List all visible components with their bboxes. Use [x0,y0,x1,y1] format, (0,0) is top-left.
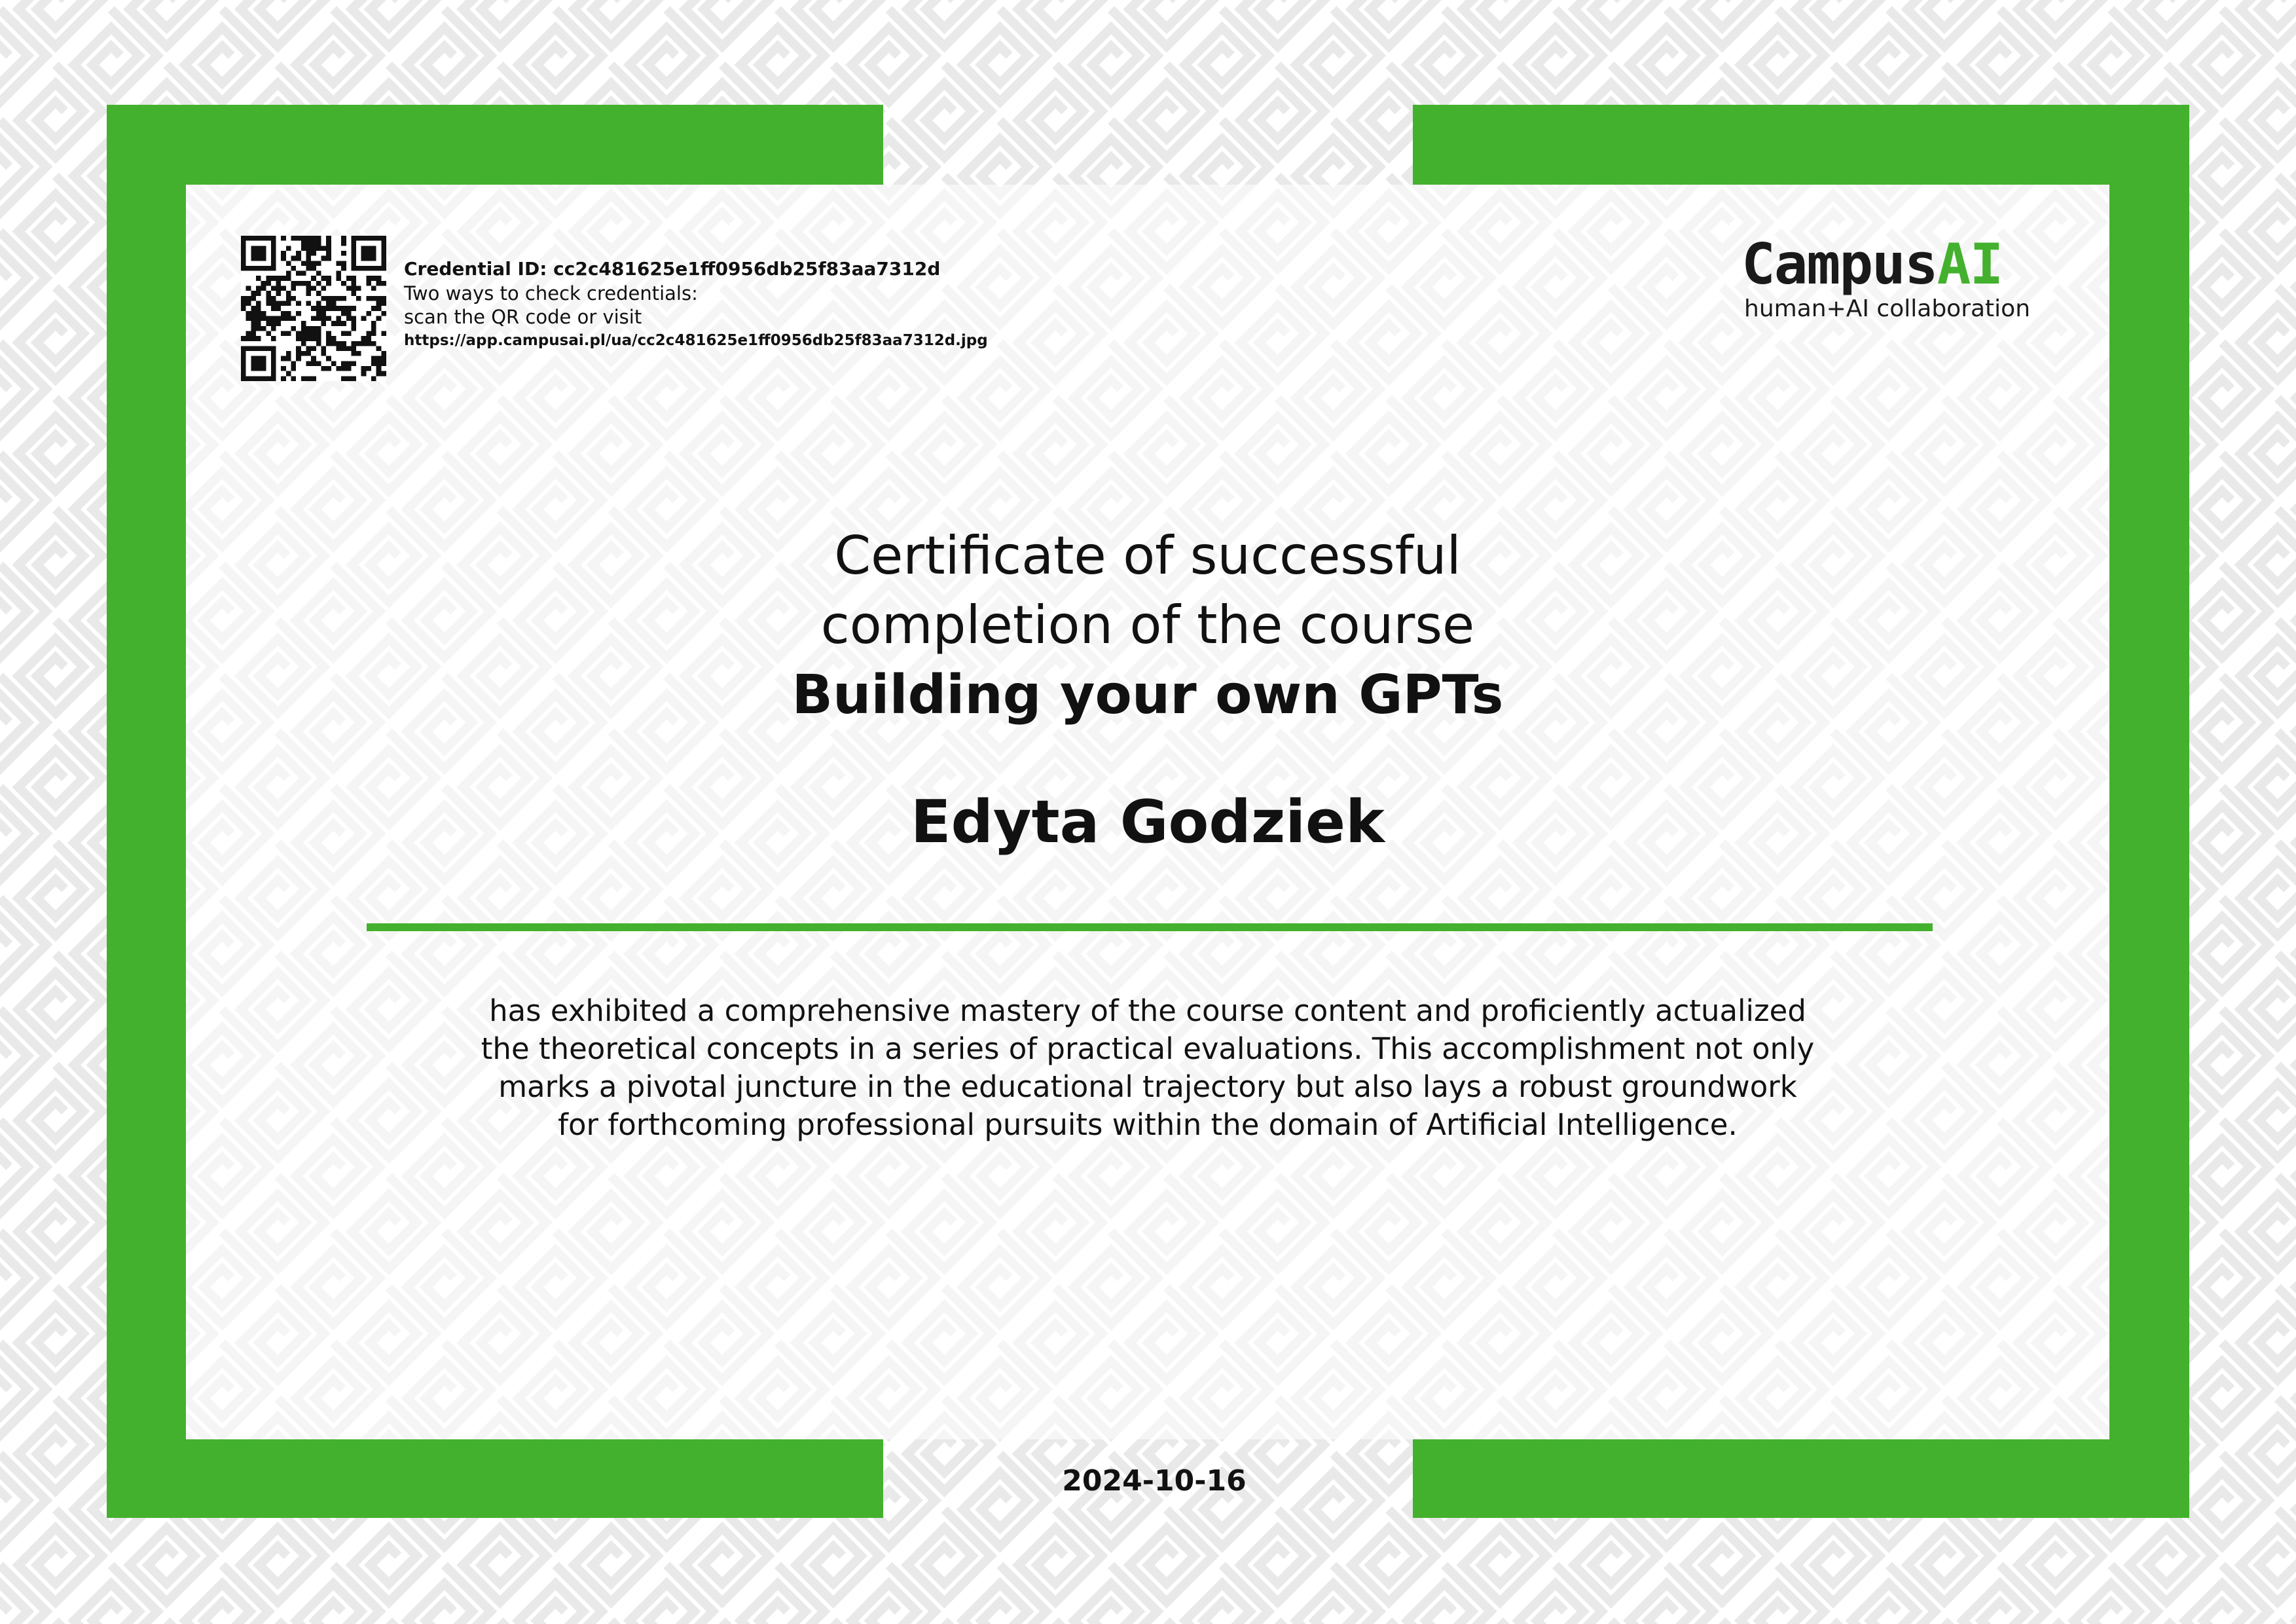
logo-word-ai: AI [1937,232,2003,297]
logo-wordmark [1741,234,2056,295]
recipient-name: Edyta Godziek [911,788,1385,857]
title-line-1: Certificate of successful [834,525,1461,586]
description-line: has exhibited a comprehensive mastery of the course content and proficiently actualized [489,993,1806,1028]
logo-tagline: human+AI collaboration [1744,295,2031,322]
frame-bottom-right [1413,1439,2189,1518]
frame-top-right [1413,105,2189,185]
description-line: for forthcoming professional pursuits within the domain of Artificial Intelligence. [558,1107,1738,1142]
divider-line [367,923,1933,931]
credential-url-link[interactable]: https://app.campusai.pl/ua/cc2c481625e1ff0956db25f83aa7312d.jpg [404,332,988,349]
frame-bottom-left [107,1439,883,1518]
credential-check-text-2: scan the QR code or visit [404,306,642,328]
frame-top-left [107,105,883,185]
credential-info [404,257,1059,352]
description-line: the theoretical concepts in a series of practical evaluations. This accomplishment not only [481,1031,1815,1066]
certificate-title [186,521,2109,731]
course-name: Building your own GPTs [792,664,1504,726]
credential-check-text-1: Two ways to check credentials: [404,282,698,304]
title-line-2: completion of the course [820,595,1475,655]
campusai-logo [1741,234,2056,323]
qr-code-icon [241,236,386,381]
certificate-description [186,992,2109,1144]
frame-left [107,105,186,1518]
description-line: marks a pivotal juncture in the educational trajectory but also lays a robust groundwork [498,1069,1797,1104]
issue-date: 2024-10-16 [1062,1464,1247,1498]
frame-right [2109,105,2189,1518]
credential-id: Credential ID: cc2c481625e1ff0956db25f83aa7312d [404,258,941,280]
logo-word-campus: Campus [1741,232,1937,297]
